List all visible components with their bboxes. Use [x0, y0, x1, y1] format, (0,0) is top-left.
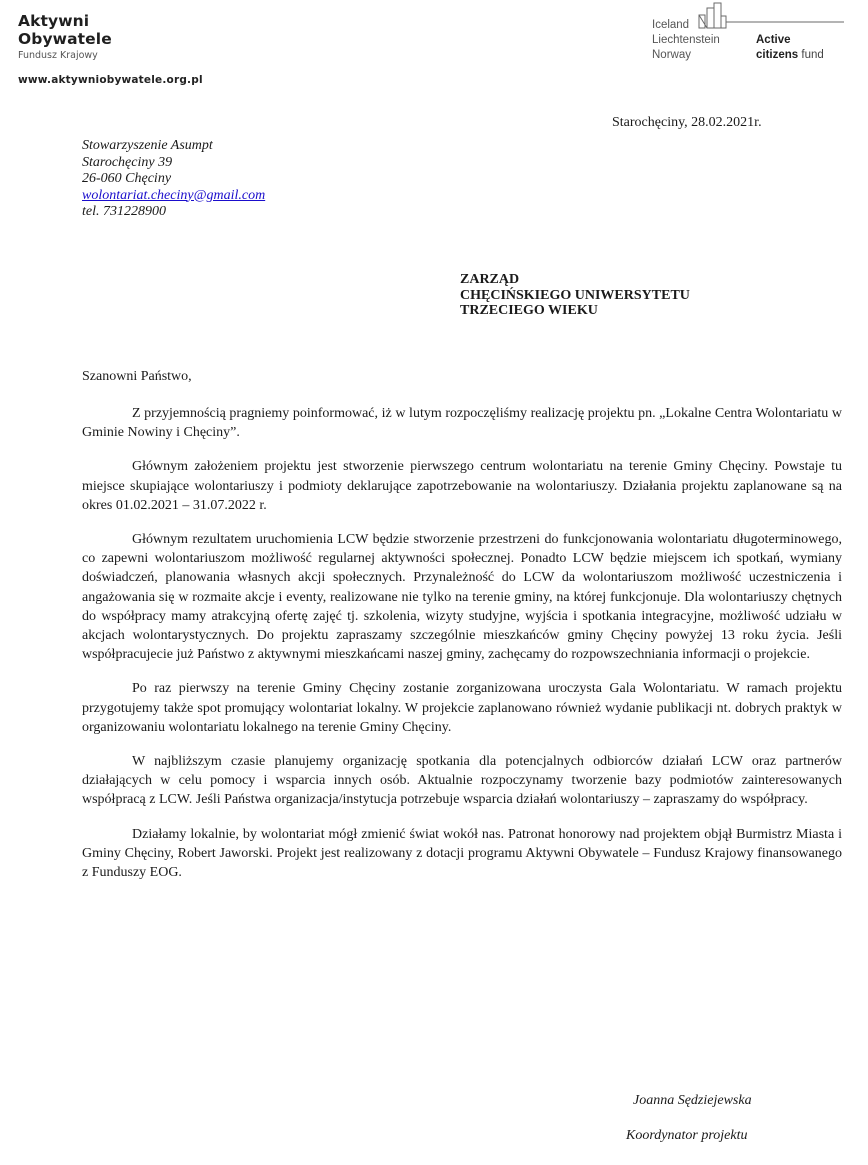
active-citizens-fund-logo — [652, 2, 862, 72]
paragraph: Działamy lokalnie, by wolontariat mógł zmienić świat wokół nas. Patronat honorowy nad projektem objął Burmistrz Miasta i Gminy Chęciny, Robert Jaworski. Projekt jest realizowany z dotacji programu Aktywni Obywatele – Fundusz Krajowy finansowanego z Funduszy EOG. — [82, 826, 842, 881]
paragraph: Głównym rezultatem uruchomienia LCW będzie stworzenie przestrzeni do funkcjonowania wolontariatu długoterminowego, co zapewni wolontariuszom możliwość regularnej aktywności społecznej. Ponadto LCW będzie miejscem ich spotkań, wymiany doświadczeń, planowania własnych akcji społecznych. Przynależność do LCW da wolontariuszom możliwość uczestniczenia i angażowania się w rozmaite akcje i eventy, realizowane nie tylko na terenie gminy, na której funkcjonuje. Dla wolontariuszy chętnych do współpracy mamy atrakcyjną ofertę zajęć tj. szkolenia, wizyty studyjne, wyjścia i spotkania integracyjne, możliwość udziału w akcjach wolontarystycznych. Do projektu zapraszamy szczególnie mieszkańców gminy Chęciny powyżej 13 roku życia. Jeśli współpracujecie już Państwo z aktywnymi mieszkańcami naszej gminy, zachęcamy do rozpowszechniania informacji o projekcie. — [82, 532, 842, 663]
acf-brand-text — [756, 33, 824, 63]
country-liechtenstein: Liechtenstein — [652, 34, 720, 46]
sender-name: Stowarzyszenie Asumpt — [82, 138, 213, 153]
greeting: Szanowni Państwo, — [82, 369, 192, 384]
recipient-line-1: ZARZĄD — [460, 272, 520, 287]
country-iceland: Iceland — [652, 19, 690, 31]
sender-street: Starochęciny 39 — [82, 154, 173, 170]
place-date: Starochęciny, 28.02.2021r. — [612, 115, 762, 130]
brand-fund: fund — [801, 49, 824, 61]
brand-active: Active — [756, 34, 791, 46]
logo-subtitle: Fundusz Krajowy — [18, 50, 98, 61]
recipient-block — [460, 272, 690, 319]
recipient-line-3: TRZECIEGO WIEKU — [460, 303, 598, 318]
sender-address — [82, 138, 265, 221]
letter-body — [82, 404, 842, 897]
recipient-line-2: CHĘCIŃSKIEGO UNIWERSYTETU — [460, 287, 690, 303]
logo-line-1: Aktywni — [18, 12, 90, 30]
sender-email-link[interactable]: wolontariat.checiny@gmail.com — [82, 187, 266, 203]
website-url: www.aktywniobywatele.org.pl — [18, 74, 203, 86]
signature-role: Koordynator projektu — [626, 1128, 748, 1143]
paragraph: Z przyjemnością pragniemy poinformować, iż w lutym rozpoczęliśmy realizację projektu pn. „Lokalne Centra Wolontariatu w Gminie Nowiny i Chęciny”. — [82, 406, 842, 441]
eea-countries — [652, 18, 720, 63]
sender-city: 26-060 Chęciny — [82, 171, 172, 186]
paragraph: Po raz pierwszy na terenie Gminy Chęciny zostanie zorganizowana uroczysta Gala Wolontariatu. W ramach projektu przygotujemy także spot promujący wolontariat lokalny. W projekcie zaplanowano również wydanie publikacji nt. dobrych praktyk w organizowaniu wolontariatu lokalnego na terenie Gminy Chęciny. — [82, 681, 842, 735]
paragraph: W najbliższym czasie planujemy organizację spotkania dla potencjalnych odbiorców działań LCW oraz partnerów działających w celu pomocy i wsparcia innych osób. Aktualnie rozpoczynamy tworzenie bazy podmiotów zainteresowanych współpracą z LCW. Jeśli Państwa organizacja/instytucja potrzebuje wsparcia działań wolontariuszy – zapraszamy do współpracy. — [82, 754, 842, 808]
signature-name: Joanna Sędziejewska — [633, 1093, 752, 1108]
aktywni-obywatele-logo — [18, 12, 203, 86]
paragraph: Głównym założeniem projektu jest stworzenie pierwszego centrum wolontariatu na terenie Gminy Chęciny. Powstaje tu miejsce skupiające wolontariuszy i podmioty deklarujące zapotrzebowanie na wolontariuszy. Działania projektu zaplanowane są na okres 01.02.2021 – 31.07.2022 r. — [82, 459, 842, 513]
brand-citizens: citizens — [756, 49, 799, 61]
country-norway: Norway — [652, 49, 691, 61]
logo-line-2: Obywatele — [18, 30, 112, 48]
sender-phone: tel. 731228900 — [82, 204, 166, 219]
